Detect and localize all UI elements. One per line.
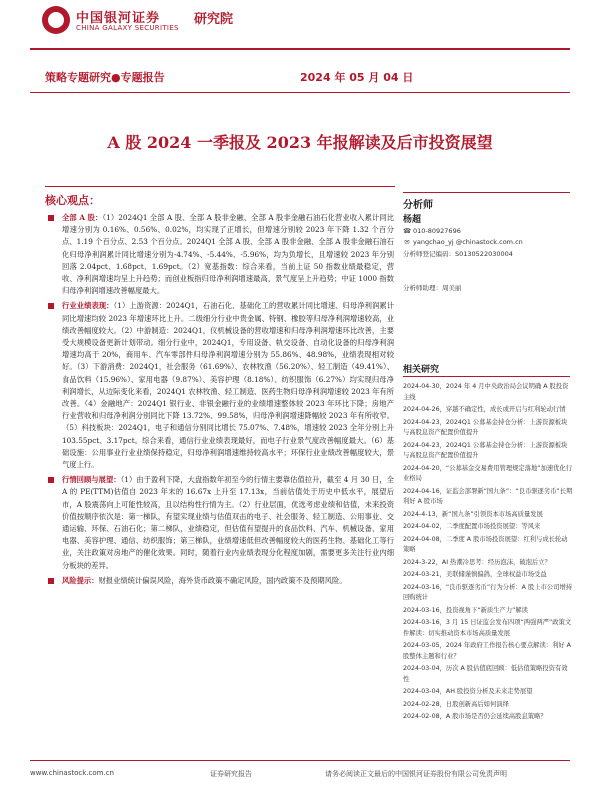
bullet-marker-icon <box>48 578 54 584</box>
mail-icon: ✉ <box>404 238 410 246</box>
related-divider <box>403 376 570 377</box>
related-item[interactable]: 2024-04-08，二季度 A 股市场投资展望：红利与成长轮动策略 <box>403 535 568 553</box>
analyst-assistant: 分析师助理：周美丽 <box>403 284 462 292</box>
bullet-marker-icon <box>48 477 54 483</box>
analyst-heading: 分析师 <box>403 200 433 211</box>
related-item[interactable]: 2024-04-02，二季度配置市场投资展望：等风来 <box>403 523 541 530</box>
bullet-risk <box>48 575 394 587</box>
related-item[interactable]: 2024-3-22，AI 热潮冷思考：经历泡沫，破泡后立？ <box>403 558 551 566</box>
header-divider <box>30 92 570 93</box>
phone-icon: ☎ <box>403 227 412 235</box>
bullet-lead: 行业业绩表现： <box>62 301 114 311</box>
bullet-all-a-shares <box>48 212 394 297</box>
related-item[interactable]: 2024-03-05，2024 年政府工作报告核心要点解读：利好 A 股整体主题和行业？ <box>403 642 571 660</box>
bullet-lead: 风险提示： <box>62 575 99 585</box>
footer-divider <box>30 760 570 761</box>
bullet-industry <box>48 300 394 471</box>
bullet-text: （1）2024Q1 全部 A 股、全部 A 股非金融、全部 A 股非金融石油石化营业收入累计同比增速分别为 0.16%、0.56%、0.02%，均实现了正增长，但增速分别较 2023 年下降 1.32 个百分点、1.19 个百分点、2.53 个百分点。2024Q1 全部 A 股、全部 A 股非金融、全部 A 股非金融石油石化归母净利润累计同比增速分别为-4.74%、-5.44%、-5.96%，均为负增长，且增速较 2023 年分别回落 2.04pct、1.68pct、1.69pct。（2）宽基指数：综合来看，当前上证 50 指数业绩最稳定，营收、净利润增速均呈上升趋势；而创业板指归母净利润增速最高，景气度呈上升趋势；中证 1000 指数归母净利润增速改善幅度最大。 <box>62 213 395 296</box>
related-item[interactable]: 2024-04-23，2024Q1 公募基金持仓分析：上游资源板块与高股息资产配置价值提升 <box>403 418 568 436</box>
related-item[interactable]: 2024-02-28，日股创新高后如何演绎 <box>403 700 509 708</box>
related-heading: 相关研究 <box>403 365 440 375</box>
related-item[interactable]: 2024-04-23，2024Q1 公募基金持仓分析：上游资源板块与高股息资产配置价值提升 <box>403 441 568 459</box>
related-item[interactable]: 2024-04-26，穿越不确定性，成长或开启与红利轮动行情 <box>403 406 566 413</box>
bullet-lead: 全部 A 股： <box>62 213 103 222</box>
logo-icon <box>42 6 70 34</box>
bullet-text: （1）上游资源：2024Q1，石油石化、基础化工的营收累计同比增速、归母净利润累计同比增速均较 2023 年增速环比上升。二级细分行业中贵金属、特钢、橡胶等归母净利润增速较高，业绩改善幅度较大。（2）中游制造：2024Q1，仪机械设备的营收增速和归母净利润增速环比改善，主要受大规模设备更新计划带动。细分行业中，2024Q1，专用设备、轨交设备、自动化设备的归母净利润增速均高于 20%，商用车、汽车零部件归母净利润增速分别为 55.86%、48.98%，业绩表现相对较好。（3）下游消费：2024Q1，社会服务（61.69%）、农林牧渔（56.20%）、轻工制造（49.41%）、食品饮料（15.96%）、家用电器（9.87%）、美容护理（8.18%）、纺织服饰（6.27%）均实现归母净利润增长，从边际变化来看，2024Q1 农林牧渔、轻工制造、医药生物归母净利润增速较 2023 年有所改善。（4）金融地产：2024Q1 银行业、非银金融行业的业绩增速整体较 2023 年环比下降；房地产行业营收和归母净利润分别同比下降 13.72%、99.58%，归母净利润增速降幅较 2023 年有所收窄。（5）科技板块：2024Q1，电子和通信分别同比增长 75.07%、7.48%，增速较 2023 全年分别上升 103.55pct、3.17pct。综合来看，通信行业业绩表现最好，而电子行业景气度改善幅度最大。（6）基础设施：公用事业行业业绩保持稳定，归母净利润增速维持较高水平；环保行业业绩改善幅度较大，景气度上行。 <box>62 301 395 470</box>
core-divider <box>45 186 395 187</box>
related-item[interactable]: 2024-03-16，投资视角下“新质生产力”解读 <box>403 606 528 614</box>
core-heading: 核心观点： <box>45 194 100 207</box>
core-bullets <box>48 212 394 590</box>
analyst-email[interactable]: ✉ yangchao_yj @chinastock.com.cn <box>404 238 523 246</box>
report-date: 2024 年 05 月 04 日 <box>300 71 414 84</box>
related-item[interactable]: 2024-04-20，“公募基金交易费用管理规定落地”加速优化行业格局 <box>403 464 573 482</box>
related-list <box>403 382 573 725</box>
brand-name-cn: 中国银河证券 <box>76 11 161 26</box>
bullet-text: （1）由于盈利下降，大盘指数年初至今的行情主要靠估值拉升，截至 4 月 30 日，全 A 的 PE(TTM)估值自 2023 年末的 16.67x 上升至 17.13x，当前估值处于历史中低水平，展望后市，A 股震荡向上可能性较高，且以结构性行情为主。（2）行业层面，优选考虑业绩和估值，未来投资价值按顺序依次是：第一梯队，有望实现业绩与估值双击的电子、社会服务、轻工制造、公用事业、交通运输、环保、石油石化；第二梯队，业绩稳定，但估值有望提升的食品饮料、汽车、机械设备、家用电器、美容护理、通信、纺织服饰；第三梯队，业绩增速低但改善幅度较大的医药生物、基础化工等行业，关注政策对房地产的催化效果。同时，随着行业内业绩表现分化程度加剧，需要更多关注行业内细分板块的差异。 <box>62 475 394 570</box>
related-item[interactable]: 2024-03-21，美联储谨慎偏鸽，全球权益市场受益 <box>403 571 547 578</box>
bullet-lead: 行情回顾与展望： <box>62 475 121 485</box>
top-divider <box>30 48 570 50</box>
report-type: 策略专题研究●专题报告 <box>45 71 165 84</box>
related-item[interactable]: 2024-02-08，A 股市场是否仍会延续高股息策略？ <box>403 713 547 720</box>
analyst-cert: 分析师登记编码：S0130522030004 <box>403 250 513 258</box>
related-item[interactable]: 2024-03-04，历次 A 股估值底回顾：低估值策略投资有效性 <box>403 665 568 683</box>
related-item[interactable]: 2024-04-16，证监会部署新“国九条”：“良币驱逐劣币”长期利好 A 股市场 <box>403 487 573 505</box>
analyst-divider <box>403 192 570 193</box>
related-item[interactable]: 2024-04-30，2024 年 4 月中央政治局会议明确 A 股投资主线 <box>403 383 569 401</box>
footer-label: 证券研究报告 <box>210 770 252 778</box>
analyst-name: 杨超 <box>403 215 422 225</box>
brand-dept: 研究院 <box>194 12 234 27</box>
bullet-text: 财报业绩统计偏误风险，海外货币政策不确定风险，国内政策不及预期风险。 <box>98 575 347 585</box>
page-title: A 股 2024 一季报及 2023 年报解读及后市投资展望 <box>107 133 493 152</box>
bullet-outlook <box>48 474 394 572</box>
related-item[interactable]: 2024-03-16，3 月 15 日证监会发布四项“两强两严”政策文件解读：切实推动资本市场高质量发展 <box>403 619 572 637</box>
analyst-phone: ☎ 010-80927696 <box>403 227 461 235</box>
bullet-marker-icon <box>48 215 54 221</box>
related-item[interactable]: 2024-4-13，新“国九条”引领资本市场高质量发展 <box>403 510 543 518</box>
bullet-marker-icon <box>48 303 54 309</box>
footer-url[interactable]: www.chinastock.com.cn <box>30 769 114 777</box>
related-item[interactable]: 2024-03-16，“良币驱逐劣币”行为分析：A 股上市公司增持回购统计 <box>403 583 573 601</box>
related-item[interactable]: 2024-03-04，AH 股投资分析及未来走势展望 <box>403 688 533 695</box>
brand-name-en: CHINA GALAXY SECURITIES <box>76 24 179 32</box>
footer-disclaimer: 请务必阅读正文最后的中国银河证券股份有限公司免责声明 <box>325 770 507 778</box>
